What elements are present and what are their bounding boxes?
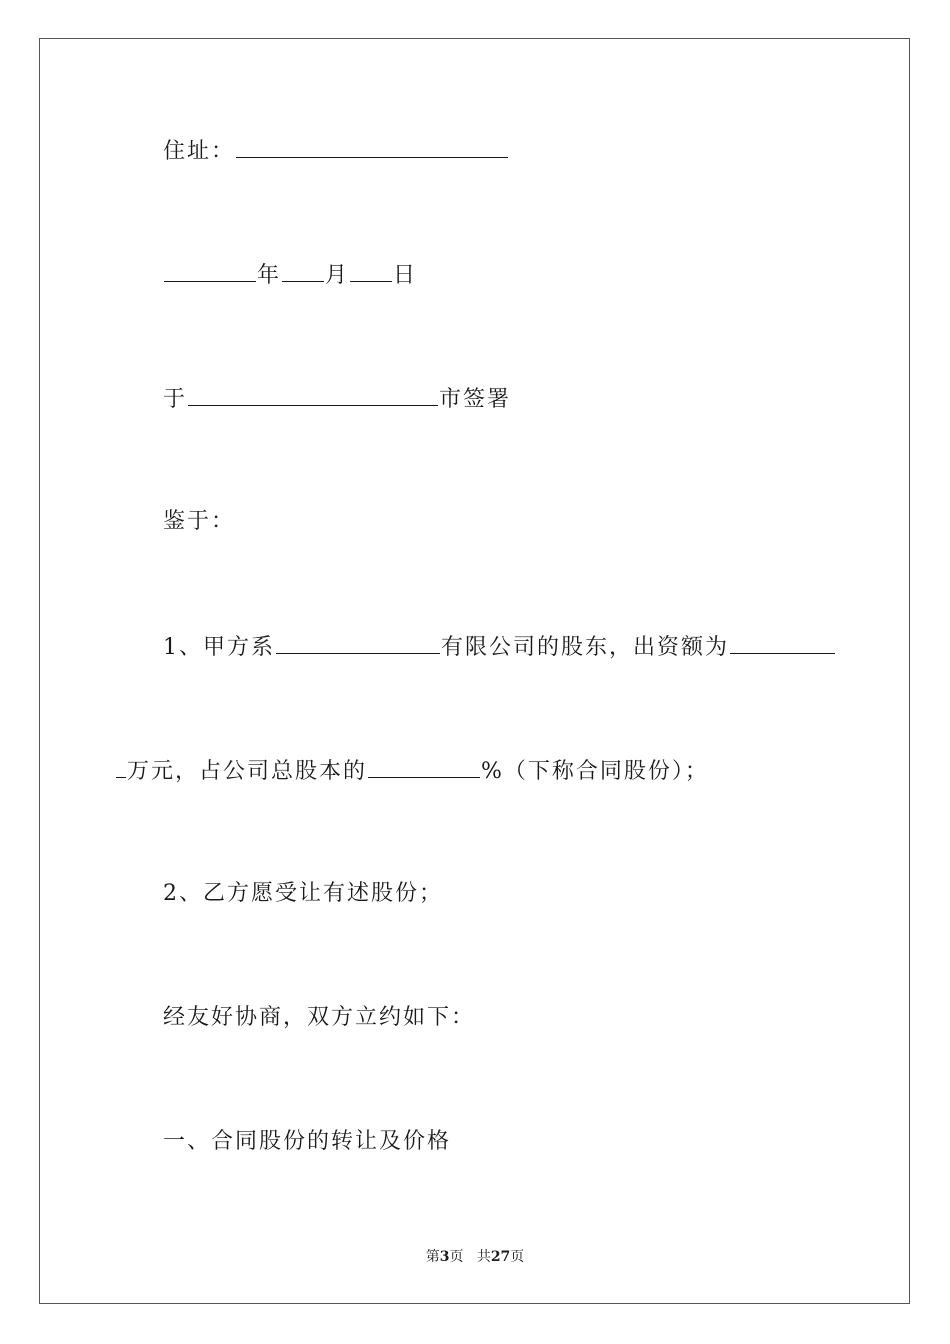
item2-line: 2、乙方愿受让有述股份； xyxy=(163,881,443,906)
footer-page-number: 3 xyxy=(439,1249,450,1265)
capital-blank-cont xyxy=(116,755,126,778)
footer-total-suffix: 页 xyxy=(510,1249,525,1265)
whereas-line: 鉴于： xyxy=(163,509,236,534)
footer-prefix: 第 xyxy=(425,1249,440,1265)
day-label: 日 xyxy=(393,263,418,288)
year-label: 年 xyxy=(257,263,282,288)
company-blank xyxy=(276,631,440,654)
item1-continued-line xyxy=(115,755,709,787)
page-footer xyxy=(0,1246,950,1266)
item1-line xyxy=(163,631,836,663)
address-line xyxy=(163,135,509,167)
address-label: 住址： xyxy=(163,139,236,164)
day-blank xyxy=(350,259,392,282)
agreement-line: 经友好协商，双方立约如下： xyxy=(163,1005,476,1030)
signed-at-prefix: 于 xyxy=(163,387,188,412)
item1-part2: 有限公司的股东，出资额为 xyxy=(441,635,730,660)
date-line xyxy=(163,259,417,291)
item1-cont-part1: 万元，占公司总股本的 xyxy=(127,759,368,784)
month-blank xyxy=(282,259,324,282)
signed-at-suffix: 市签署 xyxy=(439,387,512,412)
page-border xyxy=(39,38,910,1304)
city-blank xyxy=(188,383,438,406)
item1-part1: 1、甲方系 xyxy=(163,635,275,660)
footer-total-pages: 27 xyxy=(490,1249,511,1265)
section1-title: 一、合同股份的转让及价格 xyxy=(163,1129,452,1154)
footer-total-prefix: 共 xyxy=(476,1249,491,1265)
month-label: 月 xyxy=(325,263,350,288)
footer-page-suffix: 页 xyxy=(449,1249,464,1265)
address-blank xyxy=(236,135,508,158)
capital-blank xyxy=(730,631,835,654)
percent-blank xyxy=(368,755,480,778)
year-blank xyxy=(164,259,256,282)
signed-at-line xyxy=(163,383,511,415)
item1-cont-part2: %（下称合同股份）； xyxy=(481,759,709,784)
